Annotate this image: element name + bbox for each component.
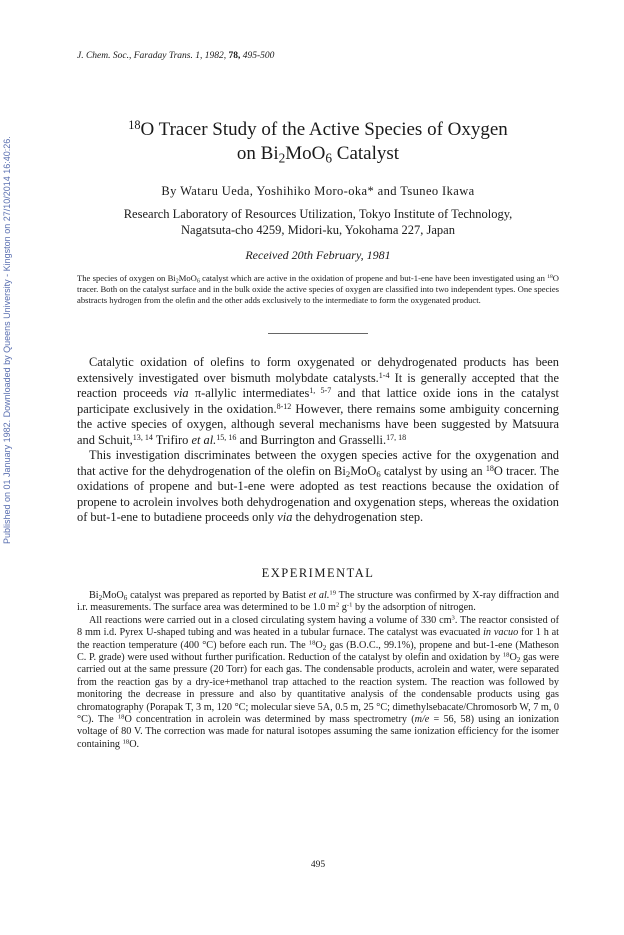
introduction: [77, 355, 559, 526]
intro-paragraph-2: This investigation discriminates between the oxygen species active for the oxygenation and that active for the dehydrogenation of the olefin on $Bi_2MoO_6$ catalyst by using an $^{18}$O tracer. The oxidations of propene and but-1-ene were adopted as test reactions because the oxidation of propene to acrolein involves both dehydrogenation and oxygenation steps, whereas the oxidation of but-1-ene to butadiene proceeds only via the dehydrogenation step.: [77, 448, 559, 524]
download-notice: Published on 01 January 1982. Downloaded by Queens University - Kingston on 27/10/2014 16:40:26.: [2, 136, 12, 544]
exp-paragraph-2: All reactions were carried out in a closed circulating system having a volume of 330 $cm^3$. The reactor consisted of 8 mm i.d. Pyrex U-shaped tubing and was heated in a tubular furnace. The catalyst was evacuated in vacuo for 1 h at the reaction temperature (400 °C) before each run. The $^{18}O_2$ gas (B.O.C., 99.1%), propene and but-1-ene (Matheson C. P. grade) were used without further purification. Reduction of the catalyst by olefin and oxidation by $^{18}O_2$ gas were carried out at the same pressure (20 Torr) for each gas. The condensable products, acrolein and water, were separated from the reaction gas by a dry-ice+methanol trap attached to the reaction system. The reaction was followed by monitoring the decrease in pressure and also by quantitative analysis of the condensable products using gas chromatography (Porapak T, 3 m, 120 °C; molecular sieve 5A, 0.5 m, 25 °C; dimethylsebacate/Chromosorb W, 7 m, 0 °C). The $^{18}$O concentration in acrolein was determined by mass spectrometry (m/e = 56, 58) using an ionization voltage of 80 V. The correction was made for natural isotopes assuming the same ionization efficiency for the isomer containing $^{18}$O.: [77, 614, 559, 750]
page-number: 495: [310, 860, 326, 870]
experimental-section: [77, 590, 559, 751]
affiliation: Research Laboratory of Resources Utilization, Tokyo Institute of Technology, Nagatsuta-cho 4259, Midori-ku, Yokohama 227, Japan: [123, 207, 513, 237]
exp-paragraph-1: $Bi_2MoO_6$ catalyst was prepared as reported by Batist et al.$^{19}$ The structure was confirmed by X-ray diffraction and i.r. measurements. The surface area was determined to be 1.0 $m^2$ $g^{-1}$ by the adsorption of nitrogen.: [77, 589, 559, 614]
abstract: The species of oxygen on $Bi_2MoO_6$ catalyst which are active in the oxidation of propene and but-1-ene have been investigated using an $^{18}$O tracer. Both on the catalyst surface and in the bulk oxide the active species of oxygen are classified into two independent types. One species abstracts hydrogen from the olefin and the other adds exclusively to the intermediate to form the oxygenated product.: [77, 273, 559, 305]
intro-paragraph-1: Catalytic oxidation of olefins to form oxygenated or dehydrogenated products has been extensively investigated over bismuth molybdate catalysts.$^{1-4}$ It is generally accepted that the reaction proceeds via π-allylic intermediates$^{1, 5-7}$ and that lattice oxide ions in the catalyst participate exclusively in the oxidation.$^{8-12}$ However, there remains some ambiguity concerning the active species of oxygen, although several mechanisms have been suggested by Matsuura and Schuit,$^{13, 14}$ Trifiro et al.$^{15, 16}$ and Burrington and Grasselli.$^{17, 18}$: [77, 355, 559, 447]
journal-citation: J. Chem. Soc., Faraday Trans. 1, 1982, 78, 495-500: [77, 51, 275, 61]
section-heading: EXPERIMENTAL: [261, 566, 375, 580]
article-title: $^{18}$O Tracer Study of the Active Species of Oxygen on $Bi_2MoO_6$ Catalyst: [128, 117, 508, 166]
section-divider: [268, 333, 368, 334]
received-date: Received 20th February, 1981: [245, 248, 391, 262]
author-list: By Wataru Ueda, Yoshihiko Moro-oka* and Tsuneo Ikawa: [161, 184, 475, 198]
